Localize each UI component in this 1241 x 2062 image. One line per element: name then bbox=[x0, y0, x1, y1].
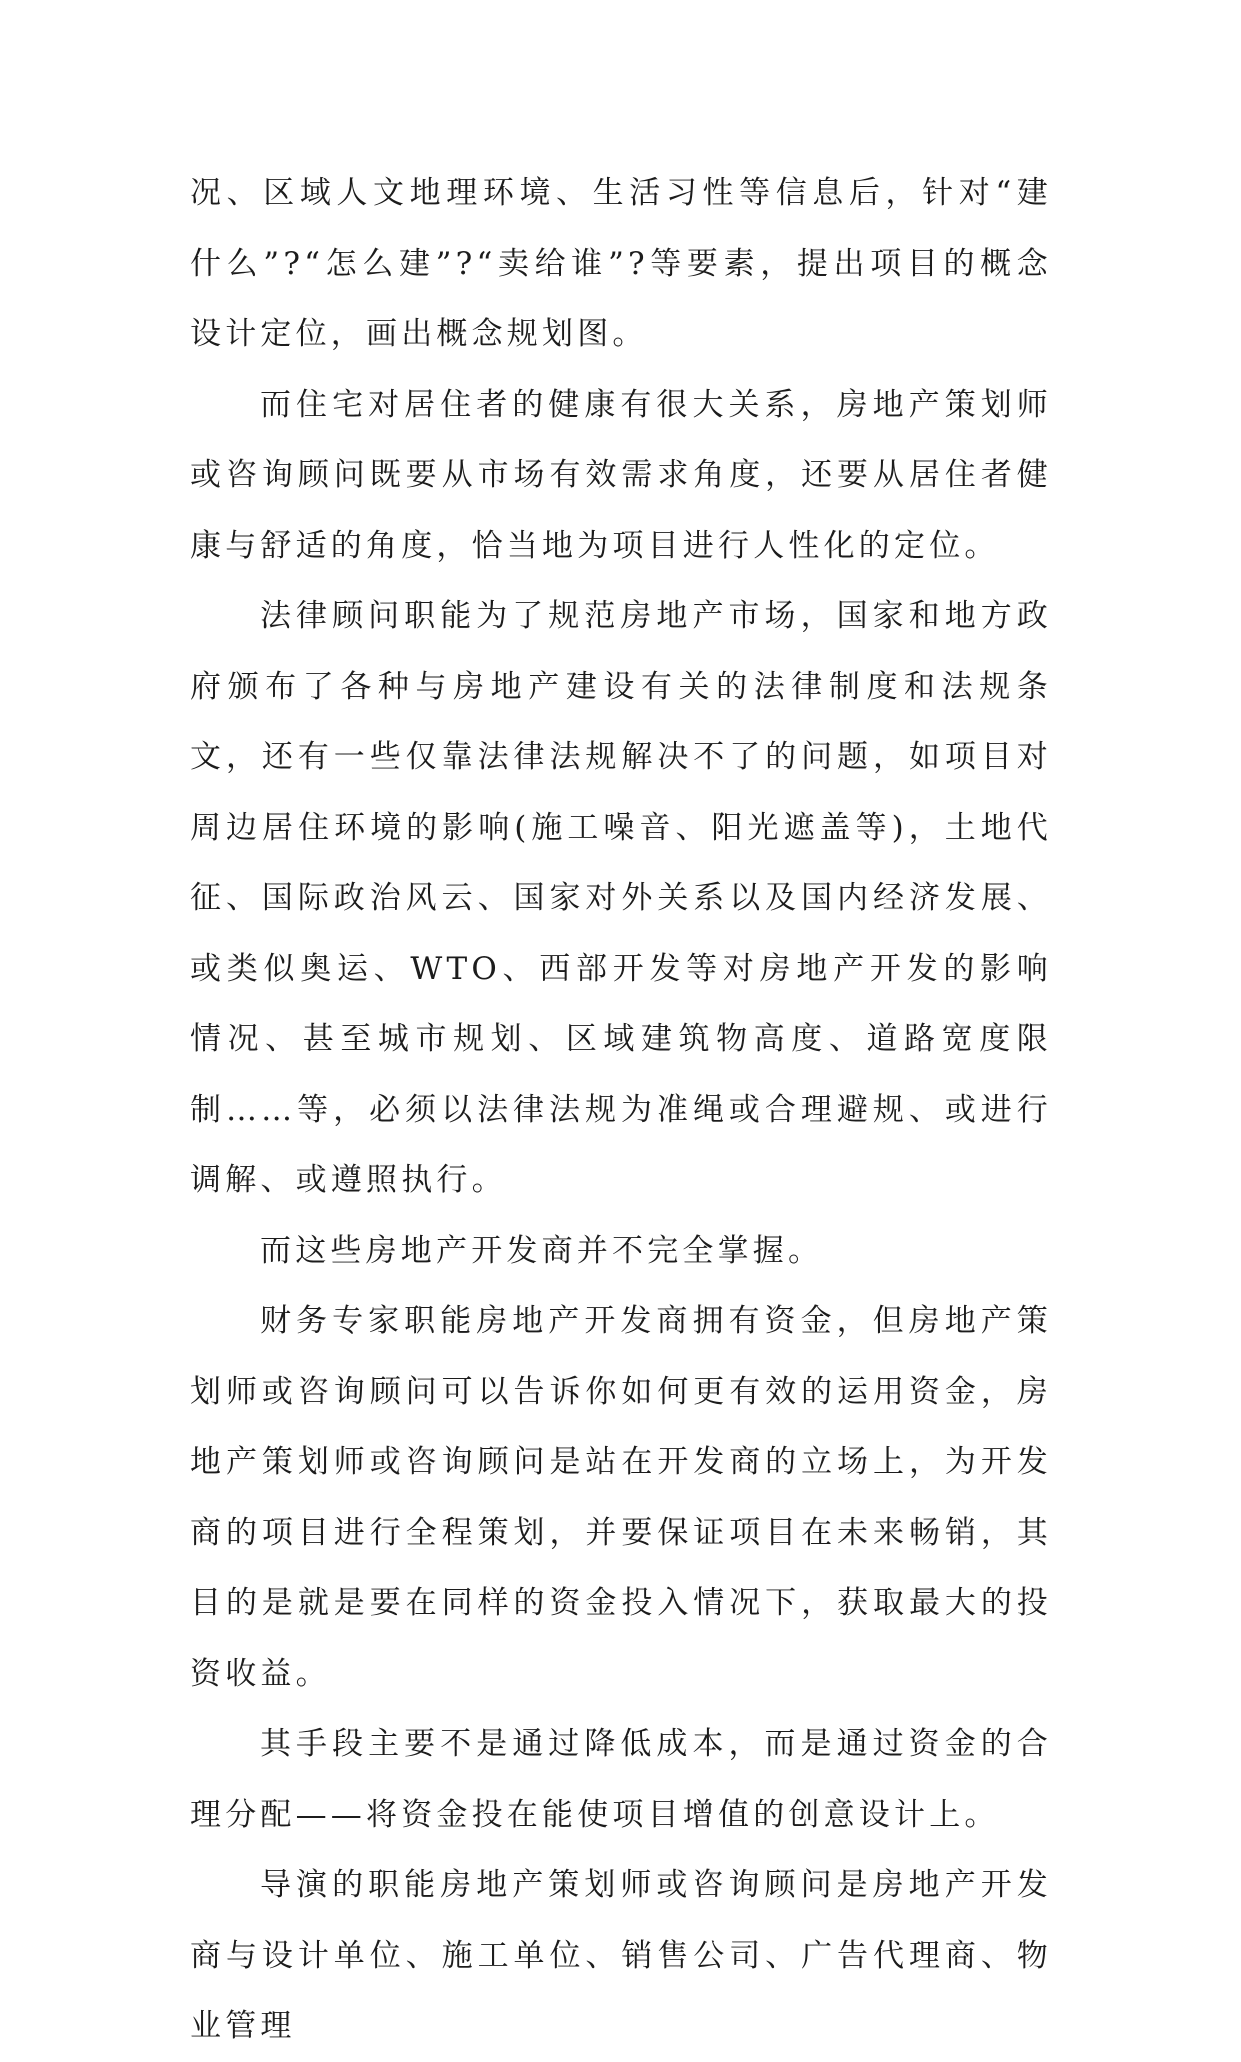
paragraph: 而这些房地产开发商并不完全掌握。 bbox=[260, 1232, 824, 1269]
paragraph: 况、区域人文地理环境、生活习性等信息后，针对“建什么”?“怎么建”?“卖给谁”?等要素，提出项目的概念设计定位，画出概念规划图。 bbox=[190, 175, 1052, 352]
paragraph: 法律顾问职能为了规范房地产市场，国家和地方政府颁布了各种与房地产建设有关的法律制度和法规条文，还有一些仅靠法律法规解决不了的问题，如项目对周边居住环境的影响(施工噪音、阳光遮盖等)，土地代征、国际政治风云、国家对外关系以及国内经济发展、或类似奥运、WTO、西部开发等对房地产开发的影响情况、甚至城市规划、区域建筑物高度、道路宽度限制……等，必须以法律法规为准绳或合理避规、或进行调解、或遵照执行。 bbox=[190, 598, 1052, 1198]
paragraph: 其手段主要不是通过降低成本，而是通过资金的合理分配——将资金投在能使项目增值的创意设计上。 bbox=[190, 1726, 1052, 1833]
document-body bbox=[190, 158, 1052, 2062]
paragraph: 而住宅对居住者的健康有很大关系，房地产策划师或咨询顾问既要从市场有效需求角度，还要从居住者健康与舒适的角度，恰当地为项目进行人性化的定位。 bbox=[190, 386, 1052, 564]
paragraph: 导演的职能房地产策划师或咨询顾问是房地产开发商与设计单位、施工单位、销售公司、广告代理商、物业管理 bbox=[190, 1867, 1052, 2044]
paragraph: 财务专家职能房地产开发商拥有资金，但房地产策划师或咨询顾问可以告诉你如何更有效的运用资金，房地产策划师或咨询顾问是站在开发商的立场上，为开发商的项目进行全程策划，并要保证项目在未来畅销，其目的是就是要在同样的资金投入情况下，获取最大的投资收益。 bbox=[190, 1303, 1052, 1692]
